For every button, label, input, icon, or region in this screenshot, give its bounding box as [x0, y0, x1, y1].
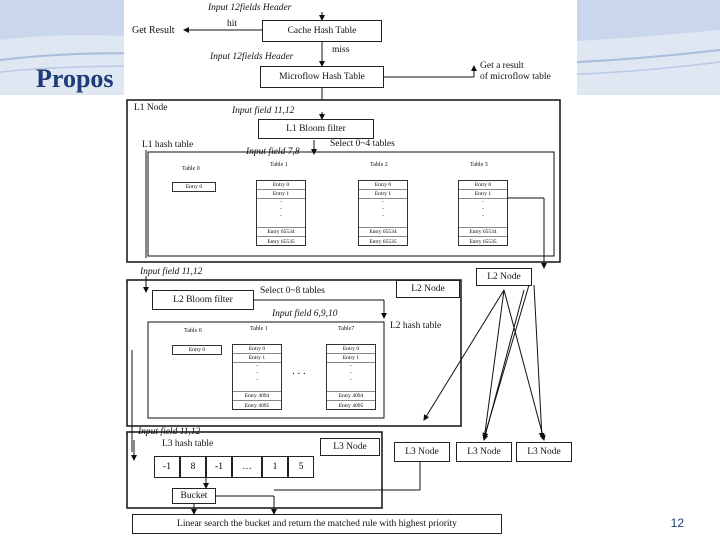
table-row: Entry 1	[459, 190, 507, 199]
table-row: Entry 0	[327, 345, 375, 354]
l3-hash-table-label: L3 hash table	[162, 439, 214, 449]
miss-label: miss	[332, 45, 350, 55]
l1-table-2	[358, 180, 408, 246]
cache-hash-table-box: Cache Hash Table	[262, 20, 382, 42]
table-gap: · · ·	[233, 363, 281, 392]
table-row: Entry 1	[359, 190, 407, 199]
l2-hash-table-label: L2 hash table	[390, 321, 442, 331]
l2-bloom-filter-box: L2 Bloom filter	[152, 290, 254, 310]
input-field-11-12-label: Input field 11,12	[232, 106, 295, 116]
l3-cell: -1	[154, 456, 180, 478]
l3-node-box-right-2: L3 Node	[456, 442, 512, 462]
l3-cell: 5	[288, 456, 314, 478]
table-row: Entry 1	[257, 190, 305, 199]
l3-cell: 8	[180, 456, 206, 478]
table-gap: · · ·	[327, 363, 375, 392]
l1-node-label: L1 Node	[134, 103, 168, 113]
get-result-label: Get Result	[132, 25, 175, 36]
page-number: 12	[670, 516, 684, 530]
table-row: Entry 1	[233, 354, 281, 363]
table-row: Entry 0	[359, 181, 407, 190]
table-row: Entry 0	[188, 347, 206, 353]
microflow-hash-table-box: Microflow Hash Table	[260, 66, 384, 88]
table-row: Entry 0	[459, 181, 507, 190]
table-row: Entry 0	[257, 181, 305, 190]
l3-node-box-right-3: L3 Node	[516, 442, 572, 462]
table-row: Entry 65534	[359, 228, 407, 237]
l2-table-7	[326, 344, 376, 410]
table-row: Entry 4095	[338, 402, 364, 409]
table-row: Entry 65534	[459, 228, 507, 237]
l1-table-3	[458, 180, 508, 246]
input-field-7-8-label: Input field 7,8	[246, 147, 300, 157]
table-gap: · · ·	[459, 199, 507, 228]
architecture-diagram	[124, 0, 577, 540]
table-row: Entry 4095	[244, 402, 270, 409]
l1-table-1-name: Table 1	[270, 162, 288, 168]
microflow-result-label: Get a result	[480, 61, 524, 71]
l2-table-0-name: Table 0	[184, 328, 202, 334]
l1-table-2-name: Table 2	[370, 162, 388, 168]
table-row: Entry 65535	[469, 238, 497, 245]
table-row: Entry 65535	[267, 238, 295, 245]
l3-cell: -1	[206, 456, 232, 478]
bucket-box: Bucket	[172, 488, 216, 504]
hit-label: hit	[227, 19, 238, 29]
l2-table-0	[172, 345, 222, 355]
l1-table-0	[172, 182, 216, 192]
l1-table-1	[256, 180, 306, 246]
input-header-label-2: Input 12fields Header	[210, 52, 294, 62]
l3-cell: …	[232, 456, 262, 478]
linear-search-box: Linear search the bucket and return the matched rule with highest priority	[132, 514, 502, 534]
input-header-label: Input 12fields Header	[208, 3, 292, 13]
select-0-8-label: Select 0~8 tables	[260, 286, 325, 296]
l3-cell: 1	[262, 456, 288, 478]
l2-node-box: L2 Node	[396, 280, 460, 298]
ellipsis: . . .	[292, 365, 306, 377]
table-row: Entry 1	[327, 354, 375, 363]
l2-table-1-name: Table 1	[250, 326, 268, 332]
l1-bloom-filter-box: L1 Bloom filter	[258, 119, 374, 139]
input-field-11-12-label-c: Input field 11,12	[138, 427, 201, 437]
select-0-4-label: Select 0~4 tables	[330, 139, 395, 149]
table-row: Entry 65534	[257, 228, 305, 237]
l2-table-1	[232, 344, 282, 410]
table-row: Entry 65535	[369, 238, 397, 245]
l2-table-7-name: Table7	[338, 326, 355, 332]
table-row: Entry 4094	[327, 392, 375, 401]
slide-title: Propos	[36, 64, 114, 93]
table-row: Entry 4094	[233, 392, 281, 401]
input-field-11-12-label-b: Input field 11,12	[140, 267, 203, 277]
microflow-result-label-2: of microflow table	[480, 72, 551, 82]
l1-table-0-name: Table 0	[182, 166, 200, 172]
table-row: Entry 0	[233, 345, 281, 354]
l1-hash-table-label: L1 hash table	[142, 140, 194, 150]
table-gap: · · ·	[359, 199, 407, 228]
l3-node-box-right-1: L3 Node	[394, 442, 450, 462]
l2-node-box-right: L2 Node	[476, 268, 532, 286]
table-gap: · · ·	[257, 199, 305, 228]
l3-node-box: L3 Node	[320, 438, 380, 456]
input-field-6-9-10-label: Input field 6,9,10	[272, 309, 338, 319]
table-row: Entry 0	[185, 184, 203, 190]
l1-table-3-name: Table 3	[470, 162, 488, 168]
